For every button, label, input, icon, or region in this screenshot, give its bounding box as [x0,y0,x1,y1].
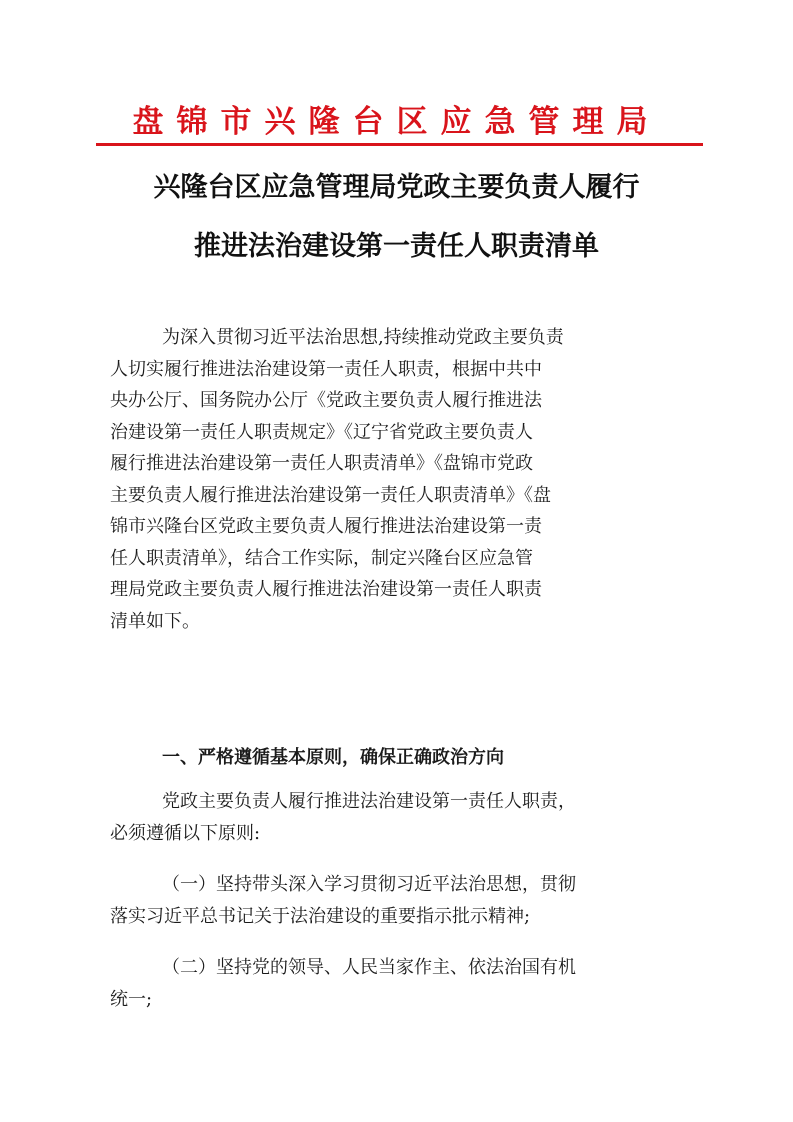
intro-line: 主要负责人履行推进法治建设第一责任人职责清单》《盘 [110,484,551,506]
section-1-paragraph [110,786,685,849]
section-1-heading: 一、严格遵循基本原则，确保正确政治方向 [162,747,504,768]
section-1-item-2 [110,952,685,1015]
section-1-para-line: 党政主要负责人履行推进法治建设第一责任人职责， [162,791,576,812]
intro-line: 理局党政主要负责人履行推进法治建设第一责任人职责 [110,579,542,600]
section-1-item-2-line: （二）坚持党的领导、人民当家作主、依法治国有机 [162,957,576,978]
document-title-line-1: 兴隆台区应急管理局党政主要负责人履行 [153,172,640,203]
intro-line: 锦市兴隆台区党政主要负责人履行推进法治建设第一责 [110,516,542,537]
section-1-item-1-line: 落实习近平总书记关于法治建设的重要指示批示精神; [110,905,531,927]
intro-line: 治建设第一责任人职责规定》《辽宁省党政主要负责人 [110,421,533,443]
section-1 [110,742,685,774]
section-1-item-2-line: 统一; [110,988,153,1010]
section-1-para-line: 必须遵循以下原则: [110,822,261,844]
intro-paragraph [110,322,685,637]
intro-line: 履行推进法治建设第一责任人职责清单》《盘锦市党政 [110,453,533,474]
intro-line: 央办公厅、国务院办公厅《党政主要负责人履行推进法 [110,390,542,411]
intro-line: 为深入贯彻习近平法治思想,持续推动党政主要负责 [162,327,564,348]
masthead-org-name: 盘锦市兴隆台区应急管理局 [132,104,661,140]
intro-line: 任人职责清单》，结合工作实际，制定兴隆台区应急管 [110,547,533,569]
section-1-item-1 [110,869,685,932]
masthead-red-rule [96,143,703,146]
intro-line: 人切实履行推进法治建设第一责任人职责，根据中共中 [110,358,542,380]
section-1-item-1-line: （一）坚持带头深入学习贯彻习近平法治思想，贯彻 [162,874,576,895]
intro-line: 清单如下。 [110,610,200,632]
document-title-line-2: 推进法治建设第一责任人职责清单 [194,231,599,262]
